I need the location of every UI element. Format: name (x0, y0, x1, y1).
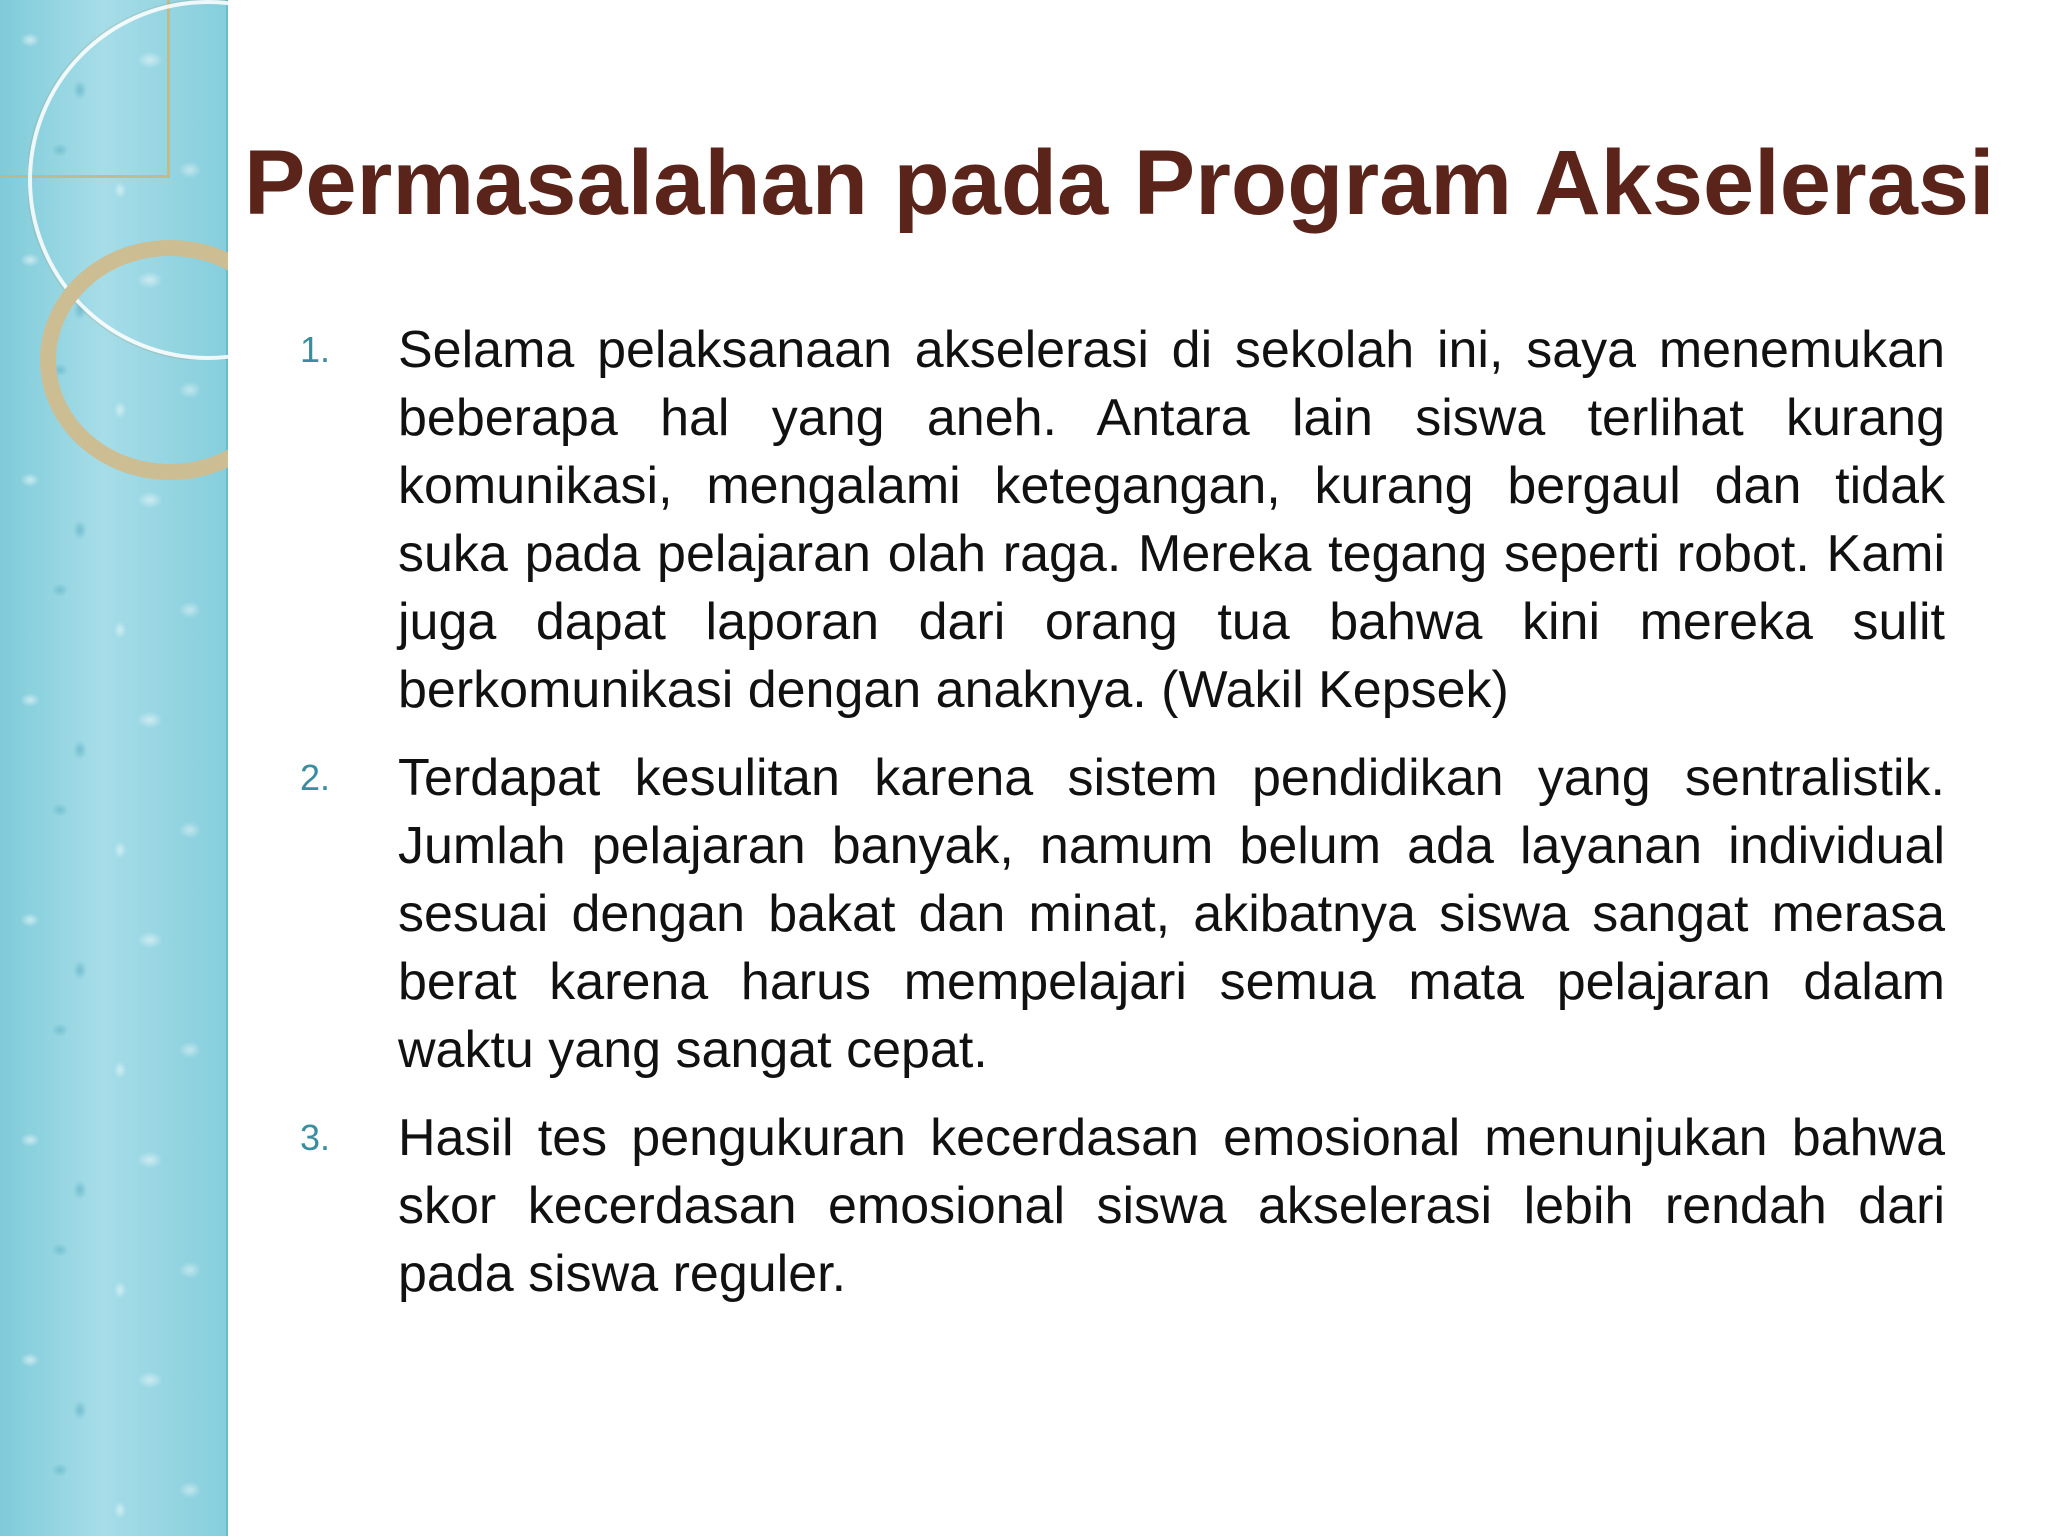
list-item-number: 2. (300, 757, 331, 798)
list-item-number: 1. (300, 329, 331, 370)
list-item-number: 3. (300, 1117, 331, 1158)
list-item-text: Selama pelaksanaan akselerasi di sekolah ini, saya menemukan beberapa hal yang aneh. Antara lain siswa terlihat kurang komunikasi, mengalami ketegangan, kurang bergaul dan tidak suka pada pelajaran olah raga. Mereka tegang seperti robot. Kami juga dapat laporan dari orang tua bahwa kini mereka sulit berkomunikasi dengan anaknya. (Wakil Kepsek) (398, 321, 1945, 719)
list-item (300, 316, 1945, 724)
list-item (300, 1104, 1945, 1308)
problem-list (300, 316, 1945, 1328)
list-item-text: Terdapat kesulitan karena sistem pendidikan yang sentralistik. Jumlah pelajaran banyak, namum belum ada layanan individual sesuai dengan bakat dan minat, akibatnya siswa sangat merasa berat karena harus mempelajari semua mata pelajaran dalam waktu yang sangat cepat. (398, 749, 1945, 1079)
slide-title: Permasalahan pada Program Akselerasi (244, 132, 1995, 234)
list-item-text: Hasil tes pengukuran kecerdasan emosional menunjukan bahwa skor kecerdasan emosional siswa akselerasi lebih rendah dari pada siswa reguler. (398, 1109, 1945, 1303)
list-item (300, 744, 1945, 1084)
gold-ring-decoration (40, 240, 300, 480)
